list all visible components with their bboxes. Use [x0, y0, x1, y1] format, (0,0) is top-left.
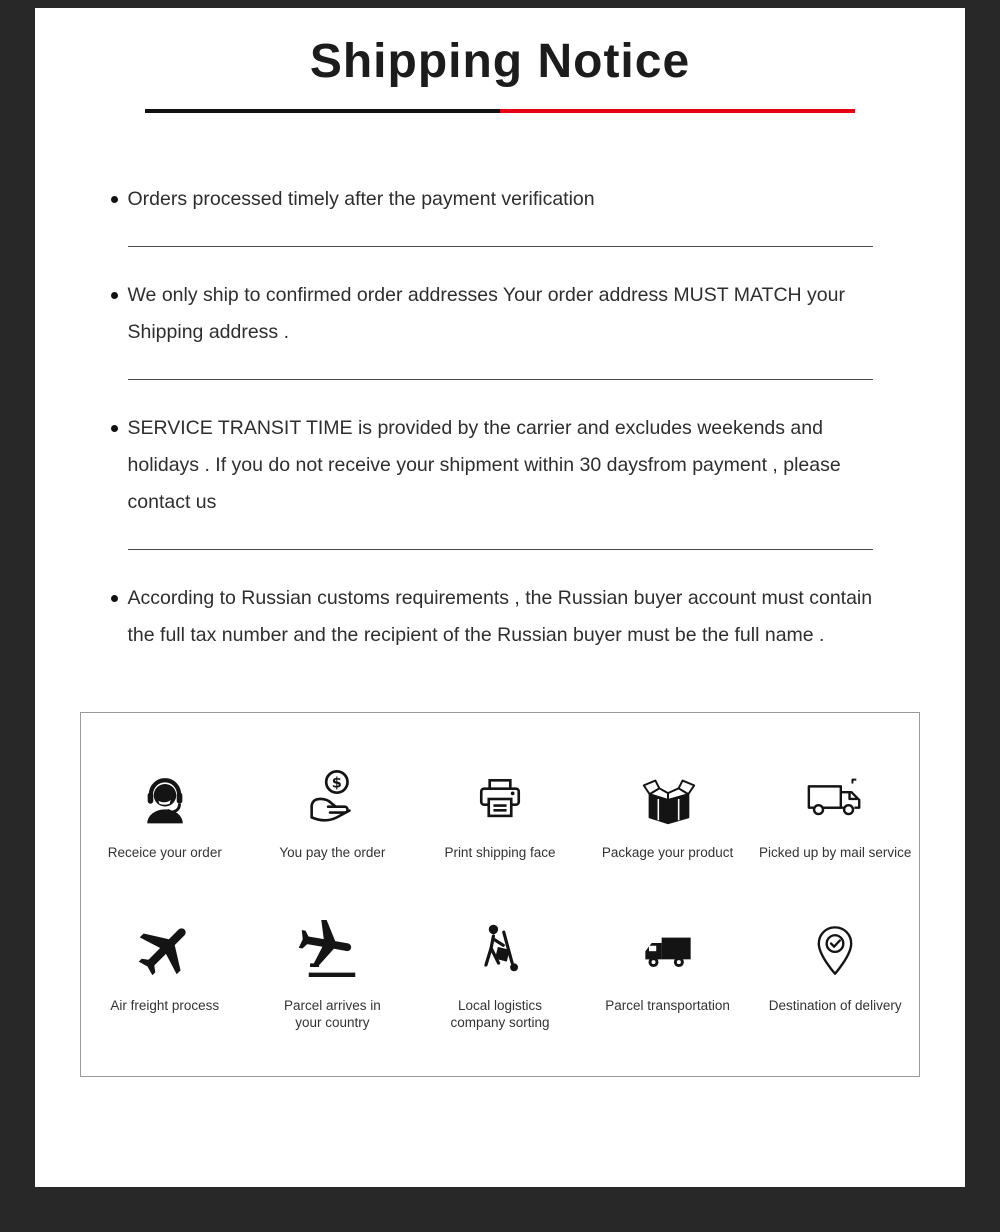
notice-text: According to Russian customs requirements , the Russian buyer account must contain the full tax number and the recipient of the Russian buyer must be the full name .	[127, 587, 873, 646]
shipping-process-panel	[80, 712, 920, 1077]
hand-coin-icon-svg	[301, 767, 363, 829]
title-divider	[145, 109, 855, 113]
location-pin-icon	[807, 908, 863, 982]
package-box-icon-svg	[637, 767, 699, 829]
location-pin-icon-svg	[807, 920, 863, 982]
process-step-local-sorting	[416, 908, 584, 1032]
process-step-pay-order	[249, 755, 417, 862]
process-step-label: Air freight process	[110, 997, 220, 1013]
printer-icon-svg	[470, 769, 530, 829]
bullet-dot	[111, 196, 118, 203]
process-row-1	[81, 755, 919, 862]
bullet-dot	[111, 292, 118, 299]
process-step-label: Picked up by mail service	[759, 845, 912, 860]
mail-truck-icon-svg	[802, 767, 868, 829]
notice-separator	[128, 246, 873, 247]
porter-trolley-icon-svg	[470, 918, 530, 982]
process-step-destination	[751, 908, 919, 1032]
process-step-label: Print shipping face	[444, 845, 556, 860]
delivery-truck-icon	[635, 908, 701, 982]
notice-separator	[128, 379, 873, 380]
notice-item-3	[128, 410, 873, 521]
notice-item-4	[128, 580, 873, 654]
notice-item-2	[128, 277, 873, 351]
process-step-print-label	[416, 755, 584, 862]
process-step-label: Package your product	[601, 845, 734, 860]
process-step-parcel-arrives	[249, 908, 417, 1032]
process-row-2	[81, 908, 919, 1032]
airplane-icon	[132, 908, 198, 982]
process-step-label: Receice your order	[107, 845, 222, 860]
process-step-label: You pay the order	[279, 845, 386, 860]
notice-separator	[128, 549, 873, 550]
notice-item-1	[128, 181, 873, 218]
process-step-mail-pickup	[751, 755, 919, 862]
mail-truck-icon	[802, 755, 868, 829]
customer-service-icon	[135, 755, 195, 829]
process-step-parcel-transport	[584, 908, 752, 1032]
notice-text: Orders processed timely after the payment verification	[127, 188, 595, 210]
process-step-package-product	[584, 755, 752, 862]
svg-text:$: $	[332, 775, 343, 792]
page-title: Shipping Notice	[309, 35, 691, 88]
porter-trolley-icon	[470, 908, 530, 982]
hand-coin-icon	[301, 755, 363, 829]
airplane-icon-svg	[132, 916, 198, 982]
shipping-notice-sheet	[35, 8, 965, 1187]
process-step-receive-order	[81, 755, 249, 862]
customer-service-icon-svg	[135, 769, 195, 829]
process-step-label: Parcel transportation	[605, 997, 730, 1013]
bullet-dot	[111, 425, 118, 432]
plane-landing-icon	[299, 908, 365, 982]
process-step-label: Parcel arrives in your country	[284, 997, 381, 1031]
process-step-label: Destination of delivery	[768, 997, 902, 1013]
delivery-truck-icon-svg	[635, 924, 701, 982]
process-step-air-freight	[81, 908, 249, 1032]
notice-text: We only ship to confirmed order addresses Your order address MUST MATCH your Shipping address .	[127, 284, 845, 343]
notice-text: SERVICE TRANSIT TIME is provided by the carrier and excludes weekends and holidays . If you do not receive your shipment within 30 daysfrom payment , please contact us	[127, 417, 841, 513]
plane-landing-icon-svg	[299, 920, 365, 982]
printer-icon	[470, 755, 530, 829]
package-box-icon	[637, 755, 699, 829]
bullet-dot	[111, 595, 118, 602]
shipping-notices	[128, 181, 873, 654]
process-step-label: Local logistics company sorting	[450, 997, 550, 1031]
